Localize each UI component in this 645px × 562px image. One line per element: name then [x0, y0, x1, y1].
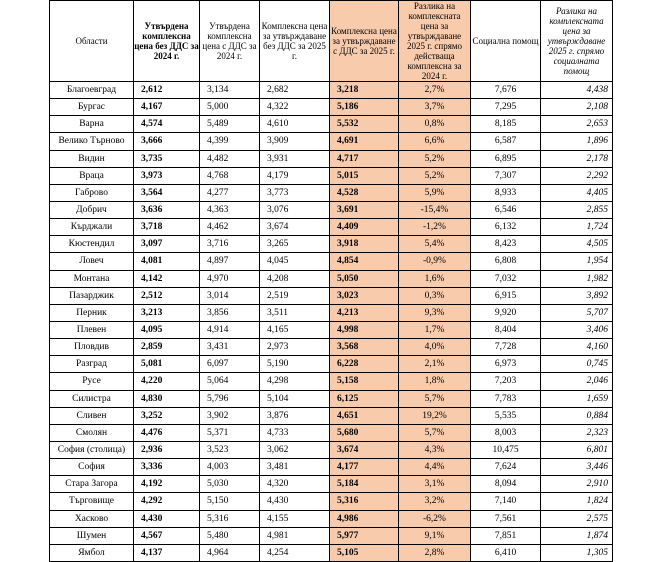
- cell-proposed-2025: 4,981: [260, 527, 330, 544]
- cell-social-allowance: 9,920: [471, 304, 541, 321]
- cell-approved-2024: 4,292: [134, 493, 200, 510]
- cell-region: Кюстендил: [50, 236, 134, 253]
- cell-diff-social: 3,406: [541, 321, 613, 338]
- cell-approved-2024: 4,095: [134, 321, 200, 338]
- cell-approved-2024: 4,830: [134, 390, 200, 407]
- cell-diff-social: 1,874: [541, 527, 613, 544]
- cell-change-pct: 5,9%: [399, 184, 471, 201]
- cell-proposed-2025-vat: 5,158: [330, 373, 399, 390]
- cell-diff-social: 1,954: [541, 253, 613, 270]
- cell-region: Плевен: [50, 321, 134, 338]
- cell-approved-2024: 3,564: [134, 184, 200, 201]
- cell-change-pct: 1,6%: [399, 270, 471, 287]
- cell-region: София: [50, 459, 134, 476]
- cell-proposed-2025: 3,076: [260, 201, 330, 218]
- cell-diff-social: 2,323: [541, 424, 613, 441]
- cell-approved-2024-vat: 5,316: [200, 510, 260, 527]
- cell-approved-2024-vat: 5,000: [200, 99, 260, 116]
- cell-social-allowance: 7,851: [471, 527, 541, 544]
- cell-region: Стара Загора: [50, 476, 134, 493]
- cell-change-pct: 5,7%: [399, 390, 471, 407]
- cell-proposed-2025: 4,155: [260, 510, 330, 527]
- table-row: [50, 441, 613, 458]
- cell-proposed-2025-vat: 3,218: [330, 82, 399, 99]
- table-row: [50, 270, 613, 287]
- cell-social-allowance: 6,895: [471, 150, 541, 167]
- price-table-container: [49, 0, 613, 562]
- cell-social-allowance: 7,203: [471, 373, 541, 390]
- cell-proposed-2025: 5,104: [260, 390, 330, 407]
- cell-approved-2024-vat: 3,716: [200, 236, 260, 253]
- cell-region: Перник: [50, 304, 134, 321]
- cell-diff-social: 4,438: [541, 82, 613, 99]
- cell-region: Смолян: [50, 424, 134, 441]
- cell-proposed-2025-vat: 5,184: [330, 476, 399, 493]
- cell-approved-2024-vat: 5,480: [200, 527, 260, 544]
- cell-approved-2024: 3,973: [134, 167, 200, 184]
- cell-proposed-2025: 3,931: [260, 150, 330, 167]
- cell-region: Пловдив: [50, 339, 134, 356]
- cell-proposed-2025-vat: 4,528: [330, 184, 399, 201]
- cell-diff-social: 2,108: [541, 99, 613, 116]
- table-row: [50, 201, 613, 218]
- cell-social-allowance: 6,132: [471, 219, 541, 236]
- cell-region: Враца: [50, 167, 134, 184]
- cell-proposed-2025: 3,511: [260, 304, 330, 321]
- cell-region: Велико Търново: [50, 133, 134, 150]
- cell-diff-social: 1,982: [541, 270, 613, 287]
- cell-approved-2024: 4,574: [134, 116, 200, 133]
- cell-social-allowance: 7,624: [471, 459, 541, 476]
- cell-approved-2024: 3,636: [134, 201, 200, 218]
- cell-proposed-2025: 4,208: [260, 270, 330, 287]
- cell-social-allowance: 8,003: [471, 424, 541, 441]
- cell-diff-social: 1,724: [541, 219, 613, 236]
- cell-region: Благоевград: [50, 82, 134, 99]
- header-region: Области: [50, 1, 134, 82]
- cell-social-allowance: 8,404: [471, 321, 541, 338]
- cell-proposed-2025-vat: 5,680: [330, 424, 399, 441]
- cell-diff-social: 2,855: [541, 201, 613, 218]
- cell-social-allowance: 6,587: [471, 133, 541, 150]
- cell-diff-social: 2,292: [541, 167, 613, 184]
- cell-proposed-2025: 4,320: [260, 476, 330, 493]
- table-row: [50, 527, 613, 544]
- cell-approved-2024-vat: 5,150: [200, 493, 260, 510]
- cell-approved-2024: 4,567: [134, 527, 200, 544]
- cell-approved-2024: 2,512: [134, 287, 200, 304]
- cell-social-allowance: 10,475: [471, 441, 541, 458]
- cell-proposed-2025-vat: 4,651: [330, 407, 399, 424]
- cell-diff-social: 0,745: [541, 356, 613, 373]
- cell-social-allowance: 7,676: [471, 82, 541, 99]
- price-table: [49, 0, 613, 562]
- cell-proposed-2025: 2,519: [260, 287, 330, 304]
- cell-social-allowance: 6,808: [471, 253, 541, 270]
- cell-proposed-2025-vat: 3,918: [330, 236, 399, 253]
- cell-diff-social: 6,801: [541, 441, 613, 458]
- cell-region: София (столица): [50, 441, 134, 458]
- cell-approved-2024: 2,612: [134, 82, 200, 99]
- table-row: [50, 167, 613, 184]
- cell-approved-2024-vat: 3,134: [200, 82, 260, 99]
- cell-proposed-2025-vat: 3,674: [330, 441, 399, 458]
- cell-proposed-2025-vat: 5,105: [330, 544, 399, 561]
- cell-proposed-2025: 3,674: [260, 219, 330, 236]
- table-row: [50, 459, 613, 476]
- cell-proposed-2025-vat: 4,691: [330, 133, 399, 150]
- cell-diff-social: 2,910: [541, 476, 613, 493]
- cell-region: Шумен: [50, 527, 134, 544]
- cell-approved-2024: 3,336: [134, 459, 200, 476]
- table-row: [50, 133, 613, 150]
- table-row: [50, 184, 613, 201]
- table-row: [50, 219, 613, 236]
- cell-approved-2024: 4,430: [134, 510, 200, 527]
- cell-proposed-2025-vat: 4,854: [330, 253, 399, 270]
- cell-region: Добрич: [50, 201, 134, 218]
- cell-approved-2024-vat: 6,097: [200, 356, 260, 373]
- cell-approved-2024: 4,137: [134, 544, 200, 561]
- cell-social-allowance: 7,140: [471, 493, 541, 510]
- cell-diff-social: 1,305: [541, 544, 613, 561]
- cell-region: Варна: [50, 116, 134, 133]
- cell-proposed-2025-vat: 3,691: [330, 201, 399, 218]
- cell-proposed-2025-vat: 4,717: [330, 150, 399, 167]
- table-body: [50, 82, 613, 562]
- table-row: [50, 407, 613, 424]
- header-social-allowance: Социална помощ: [471, 1, 541, 82]
- cell-social-allowance: 6,546: [471, 201, 541, 218]
- cell-region: Габрово: [50, 184, 134, 201]
- cell-diff-social: 4,505: [541, 236, 613, 253]
- cell-change-pct: 4,4%: [399, 459, 471, 476]
- cell-change-pct: 4,0%: [399, 339, 471, 356]
- table-row: [50, 510, 613, 527]
- cell-change-pct: 5,2%: [399, 167, 471, 184]
- cell-approved-2024-vat: 3,856: [200, 304, 260, 321]
- cell-social-allowance: 8,933: [471, 184, 541, 201]
- cell-approved-2024: 3,666: [134, 133, 200, 150]
- header-proposed-2025: Комплексна цена за утвърждаване без ДДС за 2025 г.: [260, 1, 330, 82]
- cell-change-pct: -6,2%: [399, 510, 471, 527]
- cell-approved-2024-vat: 4,964: [200, 544, 260, 561]
- cell-proposed-2025: 3,481: [260, 459, 330, 476]
- cell-change-pct: 2,7%: [399, 82, 471, 99]
- cell-proposed-2025: 4,610: [260, 116, 330, 133]
- cell-proposed-2025: 3,909: [260, 133, 330, 150]
- cell-change-pct: 3,2%: [399, 493, 471, 510]
- cell-approved-2024: 3,097: [134, 236, 200, 253]
- cell-region: Хасково: [50, 510, 134, 527]
- cell-change-pct: 3,1%: [399, 476, 471, 493]
- table-row: [50, 150, 613, 167]
- cell-diff-social: 2,046: [541, 373, 613, 390]
- cell-approved-2024-vat: 4,003: [200, 459, 260, 476]
- cell-proposed-2025: 4,254: [260, 544, 330, 561]
- cell-region: Кърджали: [50, 219, 134, 236]
- table-row: [50, 304, 613, 321]
- cell-social-allowance: 8,094: [471, 476, 541, 493]
- cell-approved-2024-vat: 3,431: [200, 339, 260, 356]
- cell-change-pct: 5,2%: [399, 150, 471, 167]
- cell-social-allowance: 7,032: [471, 270, 541, 287]
- cell-approved-2024-vat: 3,523: [200, 441, 260, 458]
- cell-approved-2024: 4,476: [134, 424, 200, 441]
- cell-approved-2024: 4,142: [134, 270, 200, 287]
- cell-social-allowance: 6,915: [471, 287, 541, 304]
- cell-change-pct: 9,3%: [399, 304, 471, 321]
- cell-approved-2024: 4,081: [134, 253, 200, 270]
- cell-approved-2024: 3,735: [134, 150, 200, 167]
- cell-proposed-2025: 4,733: [260, 424, 330, 441]
- cell-approved-2024: 4,167: [134, 99, 200, 116]
- cell-proposed-2025-vat: 6,228: [330, 356, 399, 373]
- cell-proposed-2025: 2,682: [260, 82, 330, 99]
- cell-diff-social: 4,160: [541, 339, 613, 356]
- cell-approved-2024-vat: 5,371: [200, 424, 260, 441]
- cell-change-pct: -1,2%: [399, 219, 471, 236]
- cell-diff-social: 3,892: [541, 287, 613, 304]
- cell-social-allowance: 8,185: [471, 116, 541, 133]
- table-row: [50, 493, 613, 510]
- cell-region: Монтана: [50, 270, 134, 287]
- cell-approved-2024-vat: 4,277: [200, 184, 260, 201]
- cell-proposed-2025-vat: 6,125: [330, 390, 399, 407]
- cell-proposed-2025: 4,430: [260, 493, 330, 510]
- table-row: [50, 82, 613, 99]
- cell-approved-2024-vat: 5,030: [200, 476, 260, 493]
- table-row: [50, 236, 613, 253]
- table-row: [50, 99, 613, 116]
- cell-proposed-2025-vat: 5,532: [330, 116, 399, 133]
- cell-region: Ямбол: [50, 544, 134, 561]
- cell-proposed-2025-vat: 4,986: [330, 510, 399, 527]
- cell-proposed-2025: 4,165: [260, 321, 330, 338]
- cell-approved-2024: 5,081: [134, 356, 200, 373]
- cell-change-pct: 1,8%: [399, 373, 471, 390]
- cell-change-pct: -0,9%: [399, 253, 471, 270]
- cell-proposed-2025: 4,298: [260, 373, 330, 390]
- cell-change-pct: 2,1%: [399, 356, 471, 373]
- table-row: [50, 373, 613, 390]
- cell-approved-2024-vat: 5,489: [200, 116, 260, 133]
- cell-approved-2024-vat: 4,482: [200, 150, 260, 167]
- cell-change-pct: 5,4%: [399, 236, 471, 253]
- cell-proposed-2025: 4,045: [260, 253, 330, 270]
- cell-proposed-2025-vat: 4,409: [330, 219, 399, 236]
- cell-change-pct: 1,7%: [399, 321, 471, 338]
- cell-diff-social: 2,653: [541, 116, 613, 133]
- cell-approved-2024-vat: 4,970: [200, 270, 260, 287]
- cell-approved-2024-vat: 5,796: [200, 390, 260, 407]
- cell-change-pct: -15,4%: [399, 201, 471, 218]
- cell-change-pct: 4,3%: [399, 441, 471, 458]
- cell-region: Русе: [50, 373, 134, 390]
- cell-change-pct: 9,1%: [399, 527, 471, 544]
- header-diff-social: Разлика на комплексната цена за утвърждаване 2025 г. спрямо социалната помощ: [541, 1, 613, 82]
- cell-social-allowance: 8,423: [471, 236, 541, 253]
- header-change-pct: Разлика на комплексната цена за утвърждаване 2025 г. спрямо действаща комплексна за 2024 г.: [399, 1, 471, 82]
- cell-change-pct: 3,7%: [399, 99, 471, 116]
- cell-region: Бургас: [50, 99, 134, 116]
- cell-diff-social: 4,405: [541, 184, 613, 201]
- cell-diff-social: 2,178: [541, 150, 613, 167]
- cell-change-pct: 5,7%: [399, 424, 471, 441]
- cell-proposed-2025: 3,773: [260, 184, 330, 201]
- cell-diff-social: 1,896: [541, 133, 613, 150]
- table-row: [50, 253, 613, 270]
- cell-social-allowance: 7,307: [471, 167, 541, 184]
- cell-proposed-2025-vat: 4,177: [330, 459, 399, 476]
- cell-change-pct: 0,3%: [399, 287, 471, 304]
- table-row: [50, 390, 613, 407]
- cell-region: Търговище: [50, 493, 134, 510]
- cell-region: Ловеч: [50, 253, 134, 270]
- cell-approved-2024: 3,213: [134, 304, 200, 321]
- cell-proposed-2025: 2,973: [260, 339, 330, 356]
- cell-proposed-2025-vat: 4,213: [330, 304, 399, 321]
- cell-proposed-2025-vat: 4,998: [330, 321, 399, 338]
- cell-social-allowance: 7,783: [471, 390, 541, 407]
- table-row: [50, 424, 613, 441]
- cell-region: Видин: [50, 150, 134, 167]
- cell-region: Силистра: [50, 390, 134, 407]
- header-proposed-2025-vat: Комплексна цена за утвърждаване с ДДС за 2025 г.: [330, 1, 399, 82]
- header-approved-2024: Утвърдена комплексна цена без ДДС за 2024 г.: [134, 1, 200, 82]
- cell-proposed-2025-vat: 3,023: [330, 287, 399, 304]
- table-row: [50, 339, 613, 356]
- cell-proposed-2025: 3,265: [260, 236, 330, 253]
- cell-region: Пазарджик: [50, 287, 134, 304]
- cell-proposed-2025-vat: 3,568: [330, 339, 399, 356]
- cell-diff-social: 3,446: [541, 459, 613, 476]
- cell-approved-2024-vat: 4,399: [200, 133, 260, 150]
- cell-proposed-2025: 3,062: [260, 441, 330, 458]
- cell-approved-2024-vat: 4,462: [200, 219, 260, 236]
- table-row: [50, 116, 613, 133]
- cell-social-allowance: 7,561: [471, 510, 541, 527]
- cell-proposed-2025-vat: 5,186: [330, 99, 399, 116]
- cell-proposed-2025: 3,876: [260, 407, 330, 424]
- header-approved-2024-vat: Утвърдена комплексна цена с ДДС за 2024 г.: [200, 1, 260, 82]
- cell-approved-2024-vat: 4,914: [200, 321, 260, 338]
- cell-social-allowance: 6,410: [471, 544, 541, 561]
- cell-social-allowance: 7,728: [471, 339, 541, 356]
- cell-proposed-2025: 4,179: [260, 167, 330, 184]
- cell-change-pct: 2,8%: [399, 544, 471, 561]
- cell-region: Сливен: [50, 407, 134, 424]
- table-row: [50, 476, 613, 493]
- cell-approved-2024-vat: 3,014: [200, 287, 260, 304]
- cell-social-allowance: 6,973: [471, 356, 541, 373]
- cell-change-pct: 6,6%: [399, 133, 471, 150]
- cell-region: Разград: [50, 356, 134, 373]
- table-row: [50, 544, 613, 561]
- cell-approved-2024: 4,220: [134, 373, 200, 390]
- cell-approved-2024-vat: 4,363: [200, 201, 260, 218]
- cell-proposed-2025-vat: 5,050: [330, 270, 399, 287]
- cell-change-pct: 19,2%: [399, 407, 471, 424]
- cell-approved-2024: 4,192: [134, 476, 200, 493]
- cell-approved-2024: 3,718: [134, 219, 200, 236]
- cell-approved-2024: 2,859: [134, 339, 200, 356]
- cell-approved-2024-vat: 4,768: [200, 167, 260, 184]
- cell-diff-social: 0,884: [541, 407, 613, 424]
- cell-approved-2024: 3,252: [134, 407, 200, 424]
- cell-diff-social: 2,575: [541, 510, 613, 527]
- cell-approved-2024-vat: 3,902: [200, 407, 260, 424]
- cell-approved-2024-vat: 4,897: [200, 253, 260, 270]
- cell-proposed-2025-vat: 5,015: [330, 167, 399, 184]
- cell-proposed-2025: 5,190: [260, 356, 330, 373]
- cell-diff-social: 1,659: [541, 390, 613, 407]
- cell-proposed-2025-vat: 5,316: [330, 493, 399, 510]
- header-row: [50, 1, 613, 82]
- cell-change-pct: 0,8%: [399, 116, 471, 133]
- cell-social-allowance: 5,535: [471, 407, 541, 424]
- cell-approved-2024: 2,936: [134, 441, 200, 458]
- cell-proposed-2025-vat: 5,977: [330, 527, 399, 544]
- table-row: [50, 287, 613, 304]
- cell-diff-social: 5,707: [541, 304, 613, 321]
- cell-diff-social: 1,824: [541, 493, 613, 510]
- cell-proposed-2025: 4,322: [260, 99, 330, 116]
- table-row: [50, 356, 613, 373]
- table-row: [50, 321, 613, 338]
- cell-approved-2024-vat: 5,064: [200, 373, 260, 390]
- cell-social-allowance: 7,295: [471, 99, 541, 116]
